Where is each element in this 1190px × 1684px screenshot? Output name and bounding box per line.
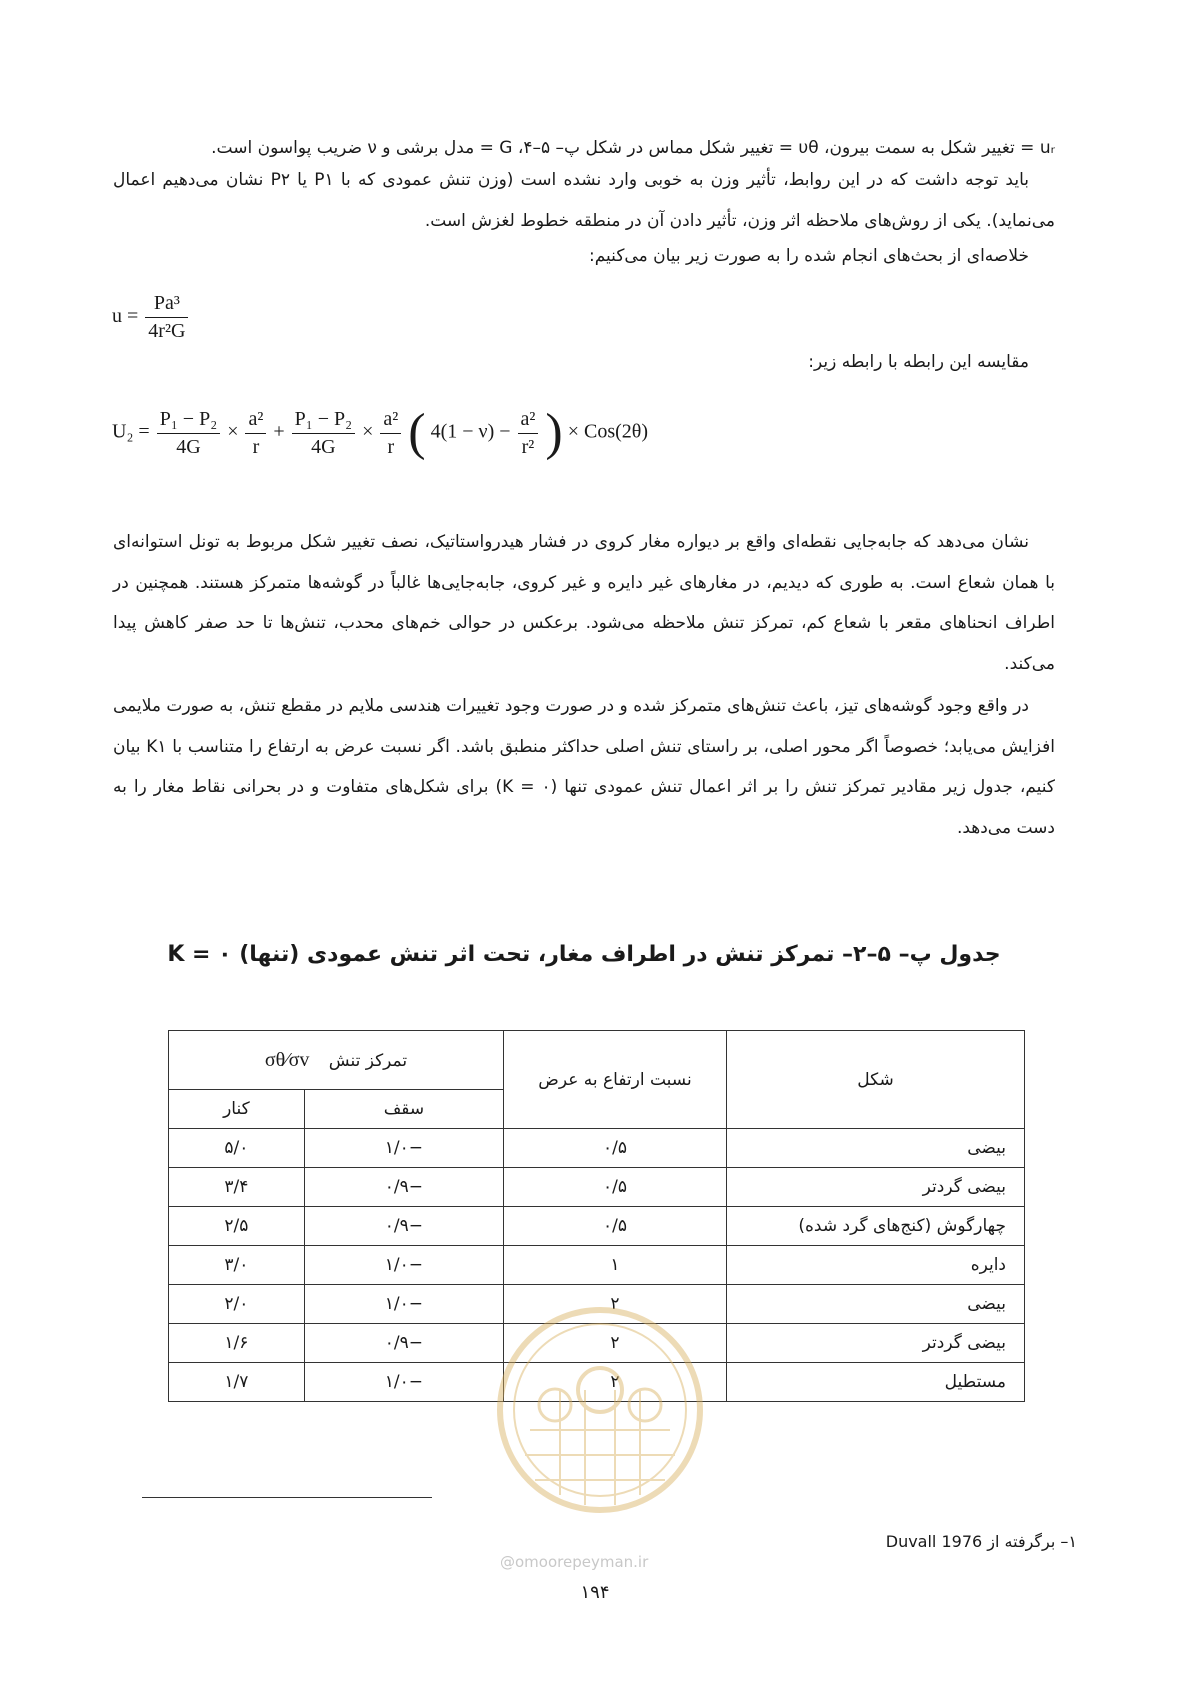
cell-shape: دایره (727, 1246, 1025, 1285)
cell-shape: بیضی گردتر (727, 1168, 1025, 1207)
equation-u: u = $\frac{\text{Pa³}}{\text{4r²G}}$ (112, 292, 190, 343)
paragraph-sharp-corners: در واقع وجود گوشه‌های تیز، باعث تنش‌های متمرکز شده و در صورت وجود تغییرات هندسی ملایم در مقطع تنش، به صورت ملایمی افزایش می‌یابد؛ خصوصاً اگر محور اصلی، بر راستای تنش اصلی حداکثر منطبق باشد. اگر نسبت عرض به ارتفاع را متناسب با K۱ بیان کنیم، جدول زیر مقادیر تمرکز تنش را بر اثر اعمال تنش عمودی تنها (K = ۰) برای شکل‌های متفاوت و در بحرانی نقاط مغار را به دست می‌دهد. (113, 696, 1056, 838)
table-row (169, 1246, 1025, 1285)
table-row (169, 1168, 1025, 1207)
cell-side: ۲/۵ (169, 1207, 305, 1246)
cell-side: ۱/۷ (169, 1363, 305, 1402)
table-title: جدول پ– ۵–۲– تمرکز تنش در اطراف مغار، تحت اثر تنش عمودی (تنها) K = ۰ (167, 942, 1001, 967)
cell-side: ۳/۴ (169, 1168, 305, 1207)
cell-shape: مستطیل (727, 1363, 1025, 1402)
footnote: ۱– برگرفته از Duvall 1976 (885, 1532, 1077, 1551)
cell-ratio: ۰/۵ (504, 1129, 727, 1168)
paragraph-weight-note: باید توجه داشت که در این روابط، تأثیر وزن به خوبی وارد نشده است (وزن تنش عمودی که با P۱ یا P۲ نشان می‌دهیم اعمال می‌نماید). یکی از روش‌های ملاحظه اثر وزن، تأثیر دادن آن در منطقه خطوط لغزش است. (113, 170, 1055, 231)
paragraph-displacement: نشان می‌دهد که جابه‌جایی نقطه‌ای واقع بر دیواره مغار کروی در فشار هیدرواستاتیک، نصف تغییر شکل مربوط به تونل استوانه‌ای با همان شعاع است. به طوری که دیدیم، در مغارهای غیر دایره و غیر کروی، جابه‌جایی‌ها غالباً در گوشه‌ها متمرکز هستند. همچنین در اطراف انحناهای مقعر با شعاع کم، تمرکز تنش ملاحظه می‌شود. برعکس در حوالی خم‌های محدب، تنش‌ها تا حد صفر کاهش پیدا می‌کند. (113, 532, 1055, 674)
cell-shape: چهارگوش (کنج‌های گرد شده) (727, 1207, 1025, 1246)
paragraph-summary-intro: خلاصه‌ای از بحث‌های انجام شده را به صورت زیر بیان می‌کنیم: (589, 246, 1029, 266)
cell-roof: −۰/۹ (304, 1324, 503, 1363)
header-shape: شکل (727, 1031, 1025, 1129)
cell-roof: −۰/۹ (304, 1207, 503, 1246)
cell-side: ۳/۰ (169, 1246, 305, 1285)
cell-side: ۵/۰ (169, 1129, 305, 1168)
cell-roof: −۱/۰ (304, 1129, 503, 1168)
watermark-url: @omoorepeyman.ir (500, 1553, 649, 1571)
cell-shape: بیضی گردتر (727, 1324, 1025, 1363)
cell-roof: −۱/۰ (304, 1246, 503, 1285)
cell-ratio: ۰/۵ (504, 1207, 727, 1246)
cell-shape: بیضی (727, 1285, 1025, 1324)
header-roof: سقف (304, 1090, 503, 1129)
cell-ratio: ۱ (504, 1246, 727, 1285)
cell-roof: −۰/۹ (304, 1168, 503, 1207)
header-side: کنار (169, 1090, 305, 1129)
equation-u2: U₂ = $\frac{\text{P₁ − P₂}}{4G}$ × $\frac{\text{a²}}{r}$ + $\frac{\text{P₁ − P₂}}{4G}$ × $\frac{\text{a²}}{r}$ ( 4(1 − ν) − $\frac{\text{a²}}{\text{r²}}$ ) × Cos(2θ) (112, 404, 649, 461)
footnote-divider (142, 1497, 432, 1498)
paragraph-compare: مقایسه این رابطه با رابطه زیر: (808, 352, 1029, 372)
cell-ratio: ۰/۵ (504, 1168, 727, 1207)
cell-ratio: ۲ (504, 1285, 727, 1324)
cell-side: ۲/۰ (169, 1285, 305, 1324)
cell-ratio: ۲ (504, 1363, 727, 1402)
header-concentration: تمرکز تنش σθ⁄σv (169, 1031, 504, 1090)
paragraph-variables: uᵣ = تغییر شکل به سمت بیرون، υθ = تغییر شکل مماس در شکل پ– ۵–۴، G = مدل برشی و ν ضریب پواسون است. (211, 138, 1055, 158)
cell-roof: −۱/۰ (304, 1363, 503, 1402)
sigma-ratio-symbol: σθ⁄σv (264, 1048, 310, 1071)
cell-side: ۱/۶ (169, 1324, 305, 1363)
watermark-seal-logo (480, 1280, 720, 1550)
header-ratio: نسبت ارتفاع به عرض (504, 1031, 727, 1129)
cell-shape: بیضی (727, 1129, 1025, 1168)
cell-roof: −۱/۰ (304, 1285, 503, 1324)
table-row (169, 1207, 1025, 1246)
page-number: ۱۹۴ (580, 1582, 610, 1603)
table-row (169, 1129, 1025, 1168)
cell-ratio: ۲ (504, 1324, 727, 1363)
